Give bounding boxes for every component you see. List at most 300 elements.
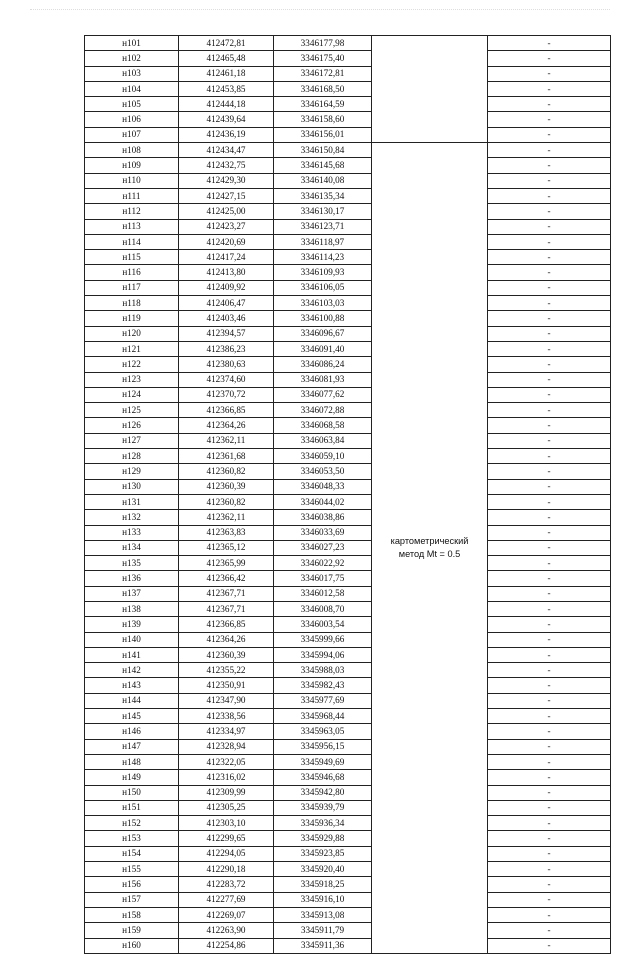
point-id-cell: н142 — [85, 663, 179, 678]
y-coordinate-cell: 3346077,62 — [274, 387, 372, 402]
table-row — [85, 938, 611, 953]
dash-cell: - — [488, 311, 611, 326]
table-row — [85, 800, 611, 815]
dash-cell: - — [488, 938, 611, 953]
point-id-cell: н128 — [85, 449, 179, 464]
x-coordinate-cell: 412283,72 — [179, 877, 274, 892]
y-coordinate-cell: 3346022,92 — [274, 556, 372, 571]
coordinates-table-body — [85, 36, 611, 954]
dash-cell: - — [488, 556, 611, 571]
table-row — [85, 464, 611, 479]
y-coordinate-cell: 3346072,88 — [274, 403, 372, 418]
point-id-cell: н149 — [85, 770, 179, 785]
point-id-cell: н130 — [85, 479, 179, 494]
point-id-cell: н160 — [85, 938, 179, 953]
dash-cell: - — [488, 571, 611, 586]
dash-cell: - — [488, 81, 611, 96]
table-row — [85, 112, 611, 127]
y-coordinate-cell: 3346068,58 — [274, 418, 372, 433]
dash-cell: - — [488, 739, 611, 754]
dash-cell: - — [488, 877, 611, 892]
method-cell-empty — [372, 36, 488, 143]
y-coordinate-cell: 3345920,40 — [274, 862, 372, 877]
y-coordinate-cell: 3345929,88 — [274, 831, 372, 846]
dash-cell: - — [488, 479, 611, 494]
x-coordinate-cell: 412420,69 — [179, 234, 274, 249]
dash-cell: - — [488, 418, 611, 433]
table-row — [85, 770, 611, 785]
point-id-cell: н134 — [85, 540, 179, 555]
dash-cell: - — [488, 219, 611, 234]
point-id-cell: н127 — [85, 433, 179, 448]
point-id-cell: н133 — [85, 525, 179, 540]
x-coordinate-cell: 412360,82 — [179, 494, 274, 509]
x-coordinate-cell: 412386,23 — [179, 341, 274, 356]
y-coordinate-cell: 3346027,23 — [274, 540, 372, 555]
dash-cell: - — [488, 296, 611, 311]
dash-cell: - — [488, 433, 611, 448]
table-row — [85, 678, 611, 693]
y-coordinate-cell: 3346063,84 — [274, 433, 372, 448]
table-row — [85, 907, 611, 922]
table-row — [85, 571, 611, 586]
y-coordinate-cell: 3346106,05 — [274, 280, 372, 295]
x-coordinate-cell: 412453,85 — [179, 81, 274, 96]
y-coordinate-cell: 3345968,44 — [274, 709, 372, 724]
y-coordinate-cell: 3345977,69 — [274, 693, 372, 708]
dash-cell: - — [488, 403, 611, 418]
coordinates-table — [84, 35, 611, 954]
dash-cell: - — [488, 647, 611, 662]
dash-cell: - — [488, 663, 611, 678]
table-row — [85, 632, 611, 647]
y-coordinate-cell: 3346096,67 — [274, 326, 372, 341]
point-id-cell: н151 — [85, 800, 179, 815]
point-id-cell: н147 — [85, 739, 179, 754]
y-coordinate-cell: 3345939,79 — [274, 800, 372, 815]
x-coordinate-cell: 412294,05 — [179, 846, 274, 861]
point-id-cell: н156 — [85, 877, 179, 892]
y-coordinate-cell: 3346123,71 — [274, 219, 372, 234]
point-id-cell: н118 — [85, 296, 179, 311]
x-coordinate-cell: 412465,48 — [179, 51, 274, 66]
dash-cell: - — [488, 525, 611, 540]
x-coordinate-cell: 412439,64 — [179, 112, 274, 127]
point-id-cell: н137 — [85, 586, 179, 601]
point-id-cell: н122 — [85, 357, 179, 372]
table-row — [85, 418, 611, 433]
table-row — [85, 204, 611, 219]
dash-cell: - — [488, 892, 611, 907]
point-id-cell: н111 — [85, 188, 179, 203]
x-coordinate-cell: 412444,18 — [179, 97, 274, 112]
table-row — [85, 601, 611, 616]
dash-cell: - — [488, 494, 611, 509]
dash-cell: - — [488, 816, 611, 831]
point-id-cell: н114 — [85, 234, 179, 249]
point-id-cell: н141 — [85, 647, 179, 662]
y-coordinate-cell: 3346008,70 — [274, 601, 372, 616]
x-coordinate-cell: 412305,25 — [179, 800, 274, 815]
table-row — [85, 173, 611, 188]
dash-cell: - — [488, 862, 611, 877]
y-coordinate-cell: 3346044,02 — [274, 494, 372, 509]
y-coordinate-cell: 3345982,43 — [274, 678, 372, 693]
table-row — [85, 51, 611, 66]
x-coordinate-cell: 412263,90 — [179, 923, 274, 938]
x-coordinate-cell: 412316,02 — [179, 770, 274, 785]
table-row — [85, 81, 611, 96]
point-id-cell: н139 — [85, 617, 179, 632]
table-row — [85, 846, 611, 861]
dash-cell: - — [488, 678, 611, 693]
dash-cell: - — [488, 724, 611, 739]
table-row — [85, 234, 611, 249]
table-row — [85, 387, 611, 402]
x-coordinate-cell: 412429,30 — [179, 173, 274, 188]
x-coordinate-cell: 412361,68 — [179, 449, 274, 464]
point-id-cell: н120 — [85, 326, 179, 341]
point-id-cell: н107 — [85, 127, 179, 142]
table-row — [85, 311, 611, 326]
table-row — [85, 785, 611, 800]
table-row — [85, 724, 611, 739]
x-coordinate-cell: 412432,75 — [179, 158, 274, 173]
x-coordinate-cell: 412360,82 — [179, 464, 274, 479]
table-row — [85, 250, 611, 265]
x-coordinate-cell: 412277,69 — [179, 892, 274, 907]
point-id-cell: н145 — [85, 709, 179, 724]
y-coordinate-cell: 3345923,85 — [274, 846, 372, 861]
dash-cell: - — [488, 617, 611, 632]
x-coordinate-cell: 412334,97 — [179, 724, 274, 739]
x-coordinate-cell: 412365,12 — [179, 540, 274, 555]
y-coordinate-cell: 3346103,03 — [274, 296, 372, 311]
y-coordinate-cell: 3345936,34 — [274, 816, 372, 831]
point-id-cell: н146 — [85, 724, 179, 739]
table-row — [85, 647, 611, 662]
y-coordinate-cell: 3345942,80 — [274, 785, 372, 800]
table-row — [85, 219, 611, 234]
table-row — [85, 449, 611, 464]
dash-cell: - — [488, 188, 611, 203]
point-id-cell: н138 — [85, 601, 179, 616]
dash-cell: - — [488, 785, 611, 800]
point-id-cell: н143 — [85, 678, 179, 693]
table-row — [85, 280, 611, 295]
method-label-line1: картометрический — [390, 535, 469, 546]
dash-cell: - — [488, 907, 611, 922]
x-coordinate-cell: 412434,47 — [179, 143, 274, 158]
point-id-cell: н123 — [85, 372, 179, 387]
point-id-cell: н125 — [85, 403, 179, 418]
table-row — [85, 372, 611, 387]
y-coordinate-cell: 3345911,79 — [274, 923, 372, 938]
dash-cell: - — [488, 632, 611, 647]
table-row — [85, 586, 611, 601]
table-row — [85, 693, 611, 708]
point-id-cell: н153 — [85, 831, 179, 846]
point-id-cell: н132 — [85, 510, 179, 525]
table-row — [85, 540, 611, 555]
dash-cell: - — [488, 754, 611, 769]
point-id-cell: н113 — [85, 219, 179, 234]
y-coordinate-cell: 3346114,23 — [274, 250, 372, 265]
x-coordinate-cell: 412347,90 — [179, 693, 274, 708]
y-coordinate-cell: 3346172,81 — [274, 66, 372, 81]
table-row — [85, 326, 611, 341]
x-coordinate-cell: 412364,26 — [179, 632, 274, 647]
y-coordinate-cell: 3346017,75 — [274, 571, 372, 586]
dash-cell: - — [488, 143, 611, 158]
point-id-cell: н159 — [85, 923, 179, 938]
point-id-cell: н103 — [85, 66, 179, 81]
dash-cell: - — [488, 326, 611, 341]
dash-cell: - — [488, 449, 611, 464]
y-coordinate-cell: 3346048,33 — [274, 479, 372, 494]
x-coordinate-cell: 412360,39 — [179, 647, 274, 662]
y-coordinate-cell: 3346033,69 — [274, 525, 372, 540]
y-coordinate-cell: 3345913,08 — [274, 907, 372, 922]
x-coordinate-cell: 412309,99 — [179, 785, 274, 800]
x-coordinate-cell: 412472,81 — [179, 36, 274, 51]
y-coordinate-cell: 3346164,59 — [274, 97, 372, 112]
x-coordinate-cell: 412362,11 — [179, 510, 274, 525]
table-row — [85, 188, 611, 203]
table-row — [85, 862, 611, 877]
point-id-cell: н119 — [85, 311, 179, 326]
x-coordinate-cell: 412409,92 — [179, 280, 274, 295]
dash-cell: - — [488, 387, 611, 402]
y-coordinate-cell: 3346012,58 — [274, 586, 372, 601]
dash-cell: - — [488, 923, 611, 938]
x-coordinate-cell: 412363,83 — [179, 525, 274, 540]
x-coordinate-cell: 412394,57 — [179, 326, 274, 341]
y-coordinate-cell: 3346118,97 — [274, 234, 372, 249]
point-id-cell: н140 — [85, 632, 179, 647]
y-coordinate-cell: 3346003,54 — [274, 617, 372, 632]
table-row — [85, 663, 611, 678]
y-coordinate-cell: 3346168,50 — [274, 81, 372, 96]
y-coordinate-cell: 3345988,03 — [274, 663, 372, 678]
y-coordinate-cell: 3345999,66 — [274, 632, 372, 647]
x-coordinate-cell: 412362,11 — [179, 433, 274, 448]
table-row — [85, 66, 611, 81]
y-coordinate-cell: 3346130,17 — [274, 204, 372, 219]
x-coordinate-cell: 412425,00 — [179, 204, 274, 219]
point-id-cell: н157 — [85, 892, 179, 907]
dash-cell: - — [488, 250, 611, 265]
x-coordinate-cell: 412367,71 — [179, 601, 274, 616]
table-row — [85, 36, 611, 51]
point-id-cell: н109 — [85, 158, 179, 173]
y-coordinate-cell: 3345949,69 — [274, 754, 372, 769]
point-id-cell: н129 — [85, 464, 179, 479]
dash-cell: - — [488, 265, 611, 280]
table-row — [85, 403, 611, 418]
table-row — [85, 341, 611, 356]
dash-cell: - — [488, 831, 611, 846]
x-coordinate-cell: 412328,94 — [179, 739, 274, 754]
dash-cell: - — [488, 586, 611, 601]
x-coordinate-cell: 412366,42 — [179, 571, 274, 586]
x-coordinate-cell: 412322,05 — [179, 754, 274, 769]
dash-cell: - — [488, 770, 611, 785]
y-coordinate-cell: 3346150,84 — [274, 143, 372, 158]
y-coordinate-cell: 3346135,34 — [274, 188, 372, 203]
y-coordinate-cell: 3346053,50 — [274, 464, 372, 479]
y-coordinate-cell: 3346100,88 — [274, 311, 372, 326]
table-row — [85, 525, 611, 540]
dash-cell: - — [488, 51, 611, 66]
y-coordinate-cell: 3345963,05 — [274, 724, 372, 739]
dash-cell: - — [488, 510, 611, 525]
x-coordinate-cell: 412364,26 — [179, 418, 274, 433]
point-id-cell: н158 — [85, 907, 179, 922]
table-row — [85, 510, 611, 525]
dash-cell: - — [488, 341, 611, 356]
y-coordinate-cell: 3346175,40 — [274, 51, 372, 66]
y-coordinate-cell: 3345956,15 — [274, 739, 372, 754]
x-coordinate-cell: 412366,85 — [179, 403, 274, 418]
dash-cell: - — [488, 36, 611, 51]
point-id-cell: н148 — [85, 754, 179, 769]
y-coordinate-cell: 3346081,93 — [274, 372, 372, 387]
point-id-cell: н126 — [85, 418, 179, 433]
x-coordinate-cell: 412269,07 — [179, 907, 274, 922]
scan-noise-line — [30, 9, 610, 13]
y-coordinate-cell: 3346038,86 — [274, 510, 372, 525]
y-coordinate-cell: 3345916,10 — [274, 892, 372, 907]
table-row — [85, 479, 611, 494]
table-row — [85, 143, 611, 158]
table-row — [85, 816, 611, 831]
x-coordinate-cell: 412427,15 — [179, 188, 274, 203]
table-row — [85, 923, 611, 938]
x-coordinate-cell: 412360,39 — [179, 479, 274, 494]
table-row — [85, 357, 611, 372]
dash-cell: - — [488, 127, 611, 142]
table-row — [85, 556, 611, 571]
x-coordinate-cell: 412355,22 — [179, 663, 274, 678]
dash-cell: - — [488, 846, 611, 861]
table-row — [85, 892, 611, 907]
point-id-cell: н150 — [85, 785, 179, 800]
table-row — [85, 617, 611, 632]
point-id-cell: н102 — [85, 51, 179, 66]
dash-cell: - — [488, 601, 611, 616]
point-id-cell: н112 — [85, 204, 179, 219]
point-id-cell: н108 — [85, 143, 179, 158]
y-coordinate-cell: 3345918,25 — [274, 877, 372, 892]
table-row — [85, 754, 611, 769]
point-id-cell: н105 — [85, 97, 179, 112]
point-id-cell: н117 — [85, 280, 179, 295]
dash-cell: - — [488, 158, 611, 173]
point-id-cell: н104 — [85, 81, 179, 96]
y-coordinate-cell: 3345911,36 — [274, 938, 372, 953]
y-coordinate-cell: 3346177,98 — [274, 36, 372, 51]
x-coordinate-cell: 412367,71 — [179, 586, 274, 601]
x-coordinate-cell: 412365,99 — [179, 556, 274, 571]
y-coordinate-cell: 3345946,68 — [274, 770, 372, 785]
table-row — [85, 127, 611, 142]
table-row — [85, 97, 611, 112]
x-coordinate-cell: 412417,24 — [179, 250, 274, 265]
dash-cell: - — [488, 97, 611, 112]
point-id-cell: н135 — [85, 556, 179, 571]
dash-cell: - — [488, 112, 611, 127]
point-id-cell: н155 — [85, 862, 179, 877]
x-coordinate-cell: 412303,10 — [179, 816, 274, 831]
dash-cell: - — [488, 204, 611, 219]
point-id-cell: н116 — [85, 265, 179, 280]
y-coordinate-cell: 3346059,10 — [274, 449, 372, 464]
method-label-line2: метод Mt = 0.5 — [398, 548, 461, 559]
method-cell — [372, 143, 488, 954]
dash-cell: - — [488, 709, 611, 724]
table-row — [85, 831, 611, 846]
y-coordinate-cell: 3346109,93 — [274, 265, 372, 280]
point-id-cell: н115 — [85, 250, 179, 265]
table-row — [85, 494, 611, 509]
y-coordinate-cell: 3346086,24 — [274, 357, 372, 372]
dash-cell: - — [488, 372, 611, 387]
x-coordinate-cell: 412406,47 — [179, 296, 274, 311]
point-id-cell: н121 — [85, 341, 179, 356]
table-row — [85, 296, 611, 311]
table-row — [85, 158, 611, 173]
point-id-cell: н106 — [85, 112, 179, 127]
table-row — [85, 709, 611, 724]
y-coordinate-cell: 3346156,01 — [274, 127, 372, 142]
point-id-cell: н131 — [85, 494, 179, 509]
dash-cell: - — [488, 173, 611, 188]
x-coordinate-cell: 412299,65 — [179, 831, 274, 846]
x-coordinate-cell: 412350,91 — [179, 678, 274, 693]
x-coordinate-cell: 412370,72 — [179, 387, 274, 402]
y-coordinate-cell: 3346140,08 — [274, 173, 372, 188]
table-row — [85, 877, 611, 892]
dash-cell: - — [488, 280, 611, 295]
x-coordinate-cell: 412366,85 — [179, 617, 274, 632]
dash-cell: - — [488, 357, 611, 372]
dash-cell: - — [488, 464, 611, 479]
x-coordinate-cell: 412436,19 — [179, 127, 274, 142]
x-coordinate-cell: 412461,18 — [179, 66, 274, 81]
x-coordinate-cell: 412403,46 — [179, 311, 274, 326]
point-id-cell: н152 — [85, 816, 179, 831]
dash-cell: - — [488, 800, 611, 815]
dash-cell: - — [488, 693, 611, 708]
y-coordinate-cell: 3346145,68 — [274, 158, 372, 173]
x-coordinate-cell: 412338,56 — [179, 709, 274, 724]
x-coordinate-cell: 412380,63 — [179, 357, 274, 372]
dash-cell: - — [488, 540, 611, 555]
point-id-cell: н110 — [85, 173, 179, 188]
point-id-cell: н144 — [85, 693, 179, 708]
dash-cell: - — [488, 234, 611, 249]
table-row — [85, 265, 611, 280]
dash-cell: - — [488, 66, 611, 81]
point-id-cell: н154 — [85, 846, 179, 861]
table-row — [85, 433, 611, 448]
x-coordinate-cell: 412423,27 — [179, 219, 274, 234]
point-id-cell: н101 — [85, 36, 179, 51]
x-coordinate-cell: 412374,60 — [179, 372, 274, 387]
x-coordinate-cell: 412413,80 — [179, 265, 274, 280]
table-row — [85, 739, 611, 754]
